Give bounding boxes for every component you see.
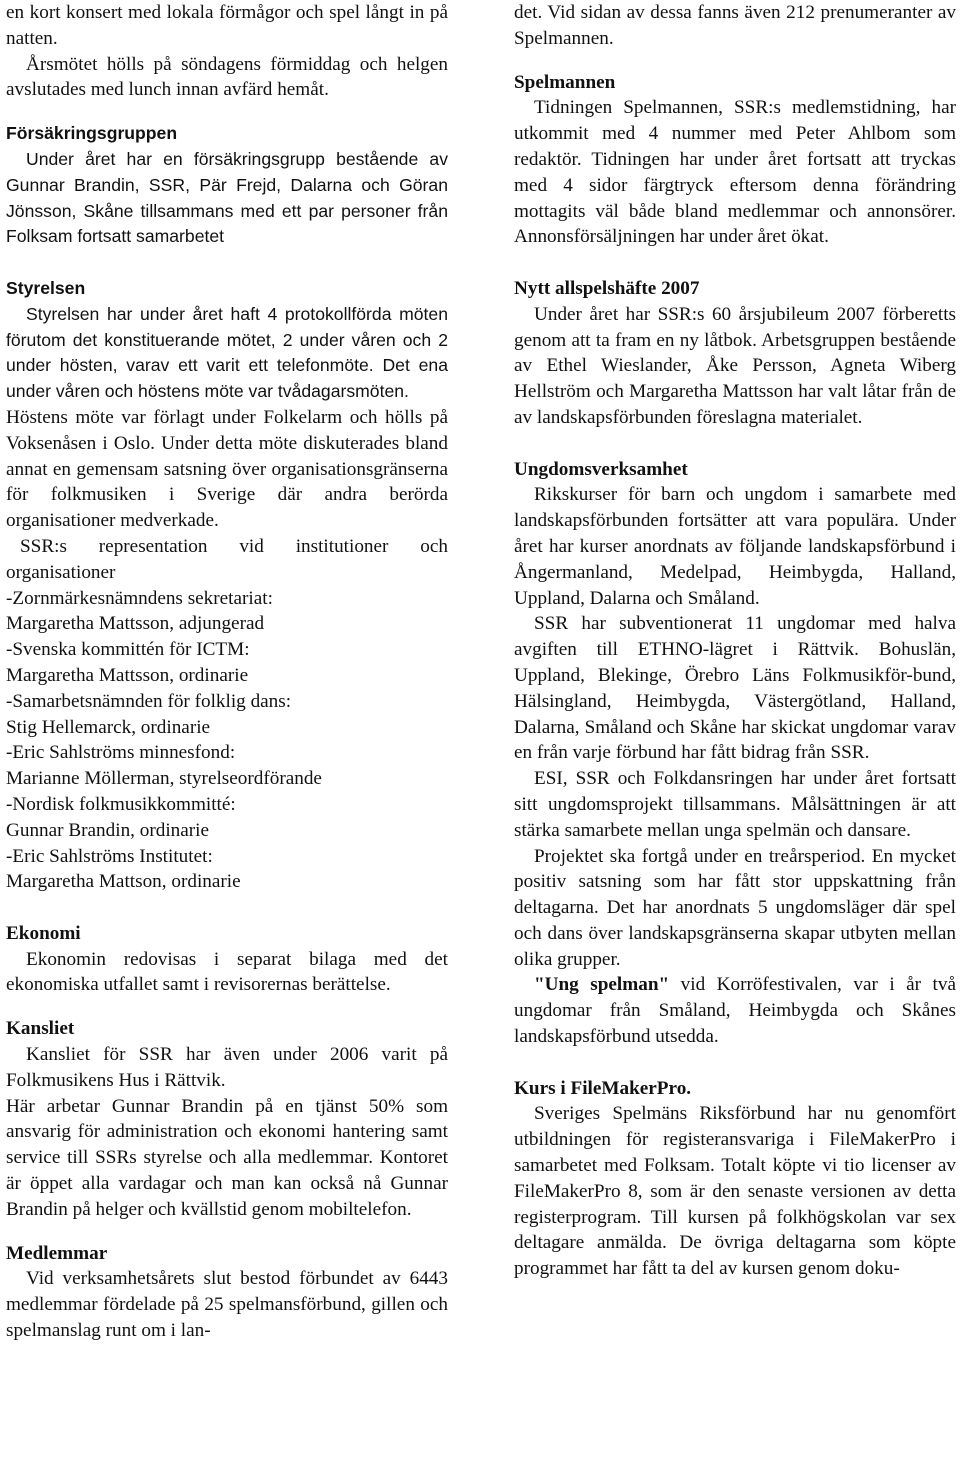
section-allspel xyxy=(514,276,956,431)
section-representation xyxy=(6,534,448,895)
heading-ekonomi: Ekonomi xyxy=(6,922,81,944)
rep-line: Margaretha Mattsson, ordinarie xyxy=(6,664,249,686)
section-ekonomi xyxy=(6,921,448,998)
intro-paragraph-1: en kort konsert med lokala förmågor och spel långt in på natten. xyxy=(6,2,448,49)
rep-line: -Zornmärkesnämndens sekretariat: xyxy=(6,587,273,609)
rep-line: Margaretha Mattson, ordinarie xyxy=(6,871,241,893)
heading-kansliet: Kansliet xyxy=(6,1018,75,1040)
text-ungdom-3: ESI, SSR och Folkdansringen har under året fortsatt sitt ungdomsprojekt tillsammans. Målsättningen är att stärka samarbete mellan unga spelmän och dansare. xyxy=(514,768,956,841)
section-ungdom xyxy=(514,457,956,1050)
heading-styrelsen: Styrelsen xyxy=(6,277,86,298)
section-forsakring xyxy=(6,121,448,250)
text-forsakring: Under året har en försäkringsgrupp bestående av Gunnar Brandin, SSR, Pär Frejd, Dalarna och Göran Jönsson, Skåne tillsammans med ett par personer från Folksam fortsatt samarbetet xyxy=(6,148,448,247)
left-column xyxy=(6,0,448,1344)
ung-spelman-rest: vid Korröfestivalen, var i år två ungdomar från Småland, Heimbygda och Skånes landskapsförbund utsedda. xyxy=(514,974,956,1048)
heading-allspel: Nytt allspelshäfte 2007 xyxy=(514,277,700,299)
section-medlemmar xyxy=(6,1241,448,1344)
text-kansliet-1: Kansliet för SSR har även under 2006 varit på Folkmusikens Hus i Rättvik. xyxy=(6,1044,448,1091)
heading-spelmannen: Spelmannen xyxy=(514,71,616,93)
text-kansliet-2: Här arbetar Gunnar Brandin på en tjänst 50% som ansvarig för administration och ekonomi hantering samt service till SSRs styrelse och alla medlemmar. Kontoret är öppet alla vardagar och man kan också nå Gunnar Brandin på helger och kvällstid genom mobiltelefon. xyxy=(6,1095,448,1220)
rep-line: -Svenska kommittén för ICTM: xyxy=(6,639,250,661)
text-styrelsen-sans: Styrelsen har under året haft 4 protokollförda möten förutom det konstituerande mötet, 2 under våren och 2 under hösten, varav ett varit ett telefonmöte. Det ena under våren och höstens möte var tvådagarsmöten. xyxy=(6,303,448,402)
heading-medlemmar: Medlemmar xyxy=(6,1242,108,1264)
section-kurs xyxy=(514,1076,956,1282)
text-styrelsen-serif: Höstens möte var förlagt under Folkelarm och hölls på Voksenåsen i Oslo. Under detta möte diskuterades bland annat en gemensam satsning över organisationsgränserna för folkmusiken i Sverige där andra berörda organisationer medverkade. xyxy=(6,406,448,532)
text-ekonomi: Ekonomin redovisas i separat bilaga med det ekonomiska utfallet samt i revisorernas berättelse. xyxy=(6,948,448,996)
section-spelmannen xyxy=(514,70,956,251)
heading-forsakring: Försäkringsgruppen xyxy=(6,123,178,144)
rep-line: -Nordisk folkmusikkommitté: xyxy=(6,793,236,815)
heading-kurs: Kurs i FileMakerPro. xyxy=(514,1077,692,1099)
heading-ungdom: Ungdomsverksamhet xyxy=(514,458,688,480)
rep-line: Stig Hellemarck, ordinarie xyxy=(6,716,211,738)
rep-line: -Samarbetsnämnden för folklig dans: xyxy=(6,690,292,712)
ung-spelman-bold: "Ung spelman" xyxy=(534,974,670,996)
text-ungdom-2: SSR har subventionerat 11 ungdomar med halva avgiften till ETHNO-lägret i Rättvik. Bohuslän, Uppland, Blekinge, Örebro Läns Folkmusikför-bund, Hälsingland, Heimbygda, Västergötland, Halland, Dalarna, Småland och Skåne har skickat ungdomar varav en från varje förbund har fått bidrag från SSR. xyxy=(514,613,956,764)
section-styrelsen xyxy=(6,276,448,534)
right-column xyxy=(514,0,956,1282)
text-spelmannen: Tidningen Spelmannen, SSR:s medlemstidning, har utkommit med 4 nummer med Peter Ahlbom som redaktör. Tidningen har under året fortsatt att tryckas med 4 sidor färgtryck eftersom denna förändring mottagits väl både bland medlemmar och annonsörer. Annonsförsäljningen har under året ökat. xyxy=(514,97,956,248)
text-ungdom-4: Projektet ska fortgå under en treårsperiod. En mycket positiv satsning som har fått stor uppskattning från deltagarna. Det har anordnats 5 ungdomsläger där spel och dans över landskapsgränserna skapar utbyten mellan olika grupper. xyxy=(514,845,956,970)
section-kansliet xyxy=(6,1016,448,1222)
text-ungdom-5 xyxy=(514,972,956,1049)
intro-paragraph-2: Årsmötet hölls på söndagens förmiddag och helgen avslutades med lunch innan avfärd hemåt. xyxy=(6,53,448,101)
text-ungdom-1: Rikskurser för barn och ungdom i samarbete med landskapsförbunden fortsätter att vara populära. Under året har kurser anordnats av följande landskapsförbund i Ångermanland, Medelpad, Heimbygda, Halland, Uppland, Dalarna och Småland. xyxy=(514,484,956,609)
representation-intro: SSR:s representation vid institutioner och organisationer xyxy=(6,535,448,583)
text-medlemmar: Vid verksamhetsårets slut bestod förbundet av 6443 medlemmar fördelade på 25 spelmansförbund, gillen och spelmanslag runt om i lan- xyxy=(6,1268,448,1342)
rep-line: Marianne Möllerman, styrelseordförande xyxy=(6,768,322,790)
rep-line: -Eric Sahlströms Institutet: xyxy=(6,845,213,867)
text-allspel: Under året har SSR:s 60 årsjubileum 2007 förberetts genom att ta fram en ny låtbok. Arbetsgruppen bestående av Ethel Wieslander, Åke Persson, Agneta Wiberg Hellström och Margaretha Mattsson har valt låtar från de av landskapsförbunden föreslagna materialet. xyxy=(514,303,956,428)
rep-line: Margaretha Mattsson, adjungerad xyxy=(6,613,265,635)
rep-line: -Eric Sahlströms minnesfond: xyxy=(6,742,236,764)
text-kurs: Sveriges Spelmäns Riksförbund har nu genomfört utbildningen för registeransvariga i FileMakerPro i samarbetet med Folksam. Totalt köpte vi tio licenser av FileMakerPro 8, som är den senaste versionen av detta registerprogram. Till kursen på folkhögskolan var sex deltagare anmälda. De övriga deltagarna som köpte programmet har fått ta del av kursen genom doku- xyxy=(514,1103,956,1280)
rep-line: Gunnar Brandin, ordinarie xyxy=(6,819,210,841)
continuation-paragraph: det. Vid sidan av dessa fanns även 212 prenumeranter av Spelmannen. xyxy=(514,2,956,49)
